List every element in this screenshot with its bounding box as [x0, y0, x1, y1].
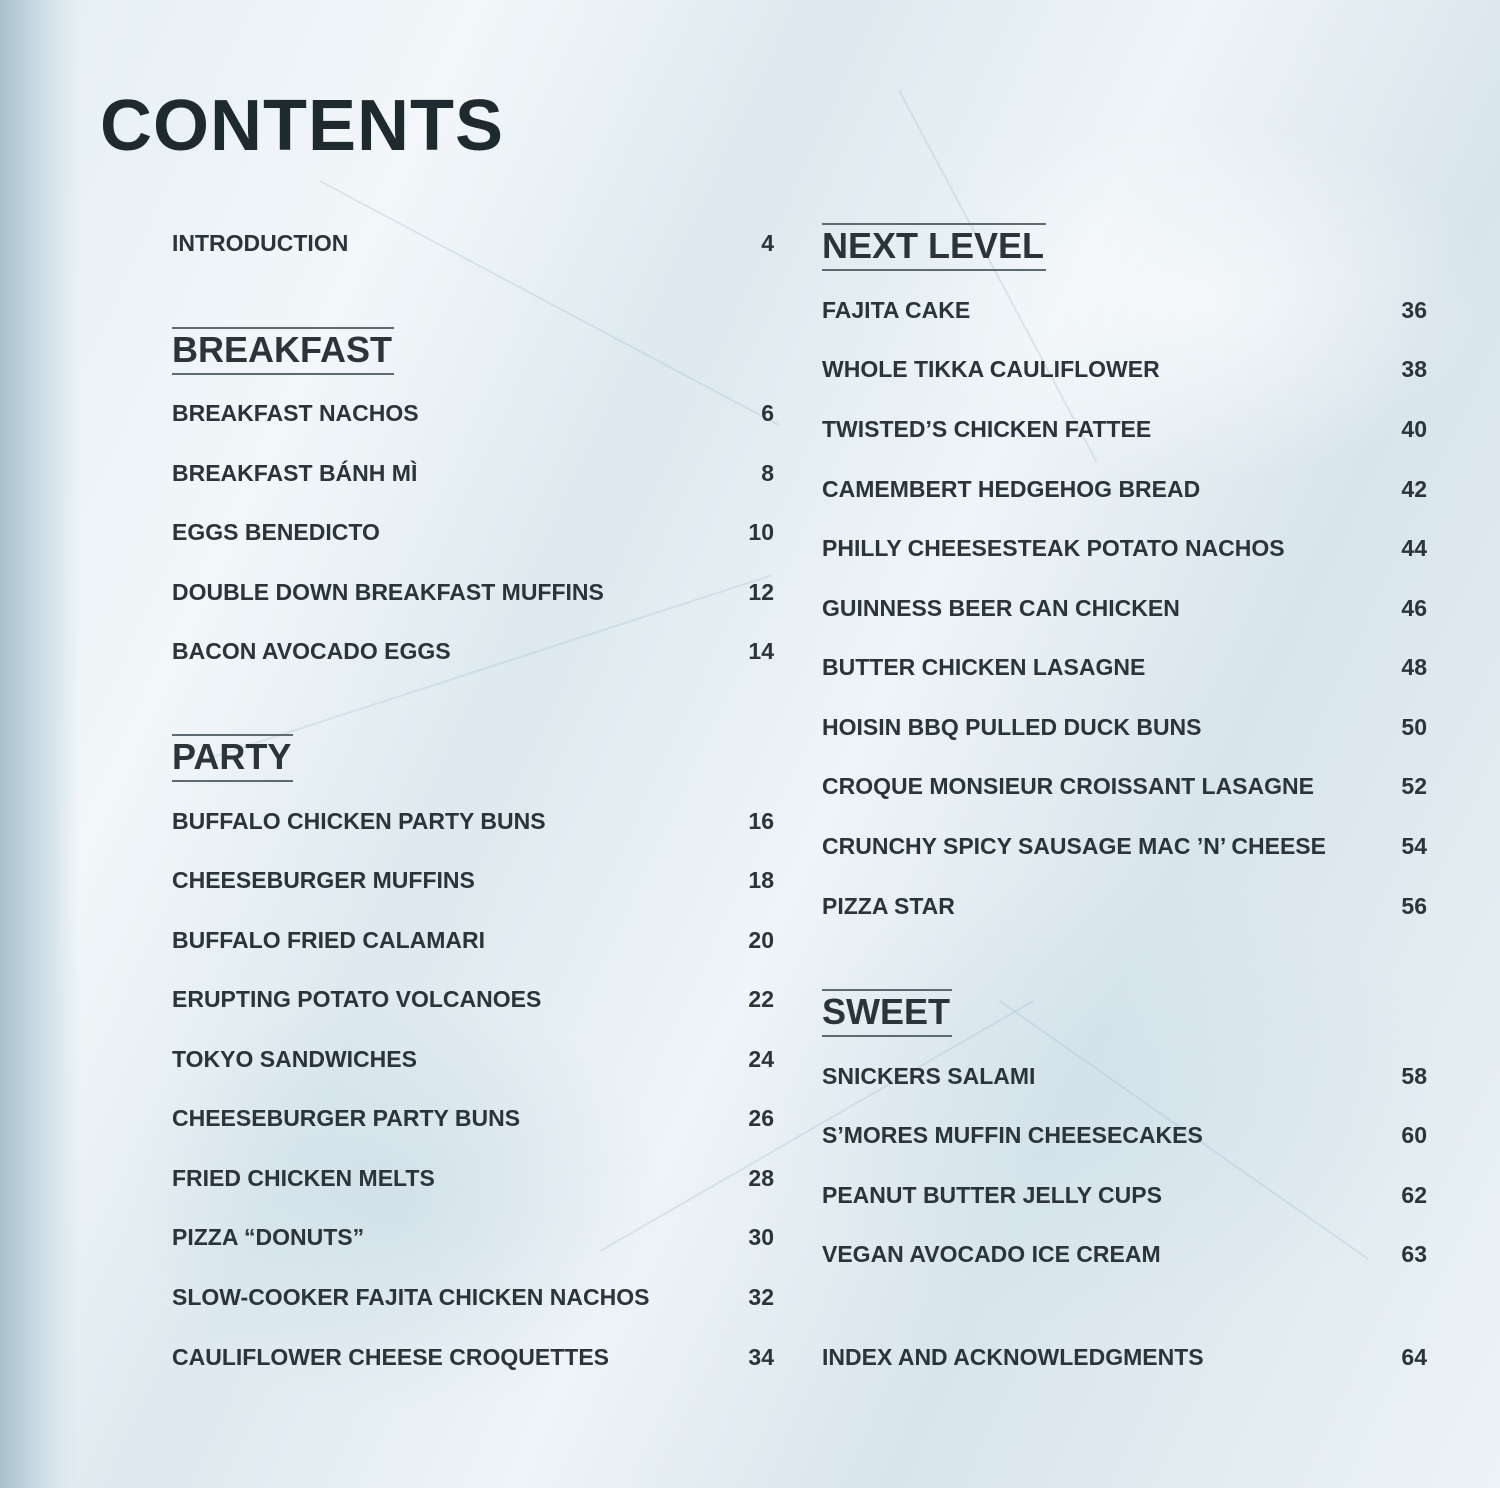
toc-page-number: 63: [1401, 1241, 1427, 1267]
toc-page-number: 52: [1401, 773, 1427, 799]
toc-entry[interactable]: [822, 766, 1427, 806]
section-heading-party: PARTY: [172, 734, 293, 782]
toc-entry[interactable]: [822, 1115, 1427, 1155]
toc-page-number: 4: [761, 230, 774, 256]
toc-page-number: 46: [1401, 595, 1427, 621]
toc-entry[interactable]: [822, 886, 1427, 926]
toc-page-number: 48: [1401, 654, 1427, 680]
toc-entry[interactable]: [822, 1056, 1427, 1096]
toc-entry-label: WHOLE TIKKA CAULIFLOWER: [822, 356, 1160, 382]
toc-entry[interactable]: [172, 1098, 774, 1138]
toc-entry-label: PEANUT BUTTER JELLY CUPS: [822, 1182, 1162, 1208]
toc-entry-introduction[interactable]: [172, 223, 774, 263]
toc-entry[interactable]: [822, 349, 1427, 389]
toc-page-number: 36: [1401, 297, 1427, 323]
toc-entry[interactable]: [822, 469, 1427, 509]
toc-page-number: 14: [748, 638, 774, 664]
section-heading-breakfast: BREAKFAST: [172, 327, 394, 375]
toc-entry[interactable]: [172, 1039, 774, 1079]
toc-entry-label: SNICKERS SALAMI: [822, 1063, 1036, 1089]
toc-entry-label: BUFFALO CHICKEN PARTY BUNS: [172, 808, 546, 834]
toc-entry[interactable]: [172, 572, 774, 612]
toc-entry[interactable]: [172, 453, 774, 493]
paper-edge-shadow: [0, 0, 80, 1488]
toc-page-number: 6: [761, 400, 774, 426]
toc-page-number: 40: [1401, 416, 1427, 442]
page-title: CONTENTS: [100, 86, 504, 166]
toc-page-number: 62: [1401, 1182, 1427, 1208]
toc-entry-label: SLOW-COOKER FAJITA CHICKEN NACHOS: [172, 1284, 650, 1310]
toc-entry-label: DOUBLE DOWN BREAKFAST MUFFINS: [172, 579, 604, 605]
toc-page-number: 34: [748, 1344, 774, 1370]
toc-page-number: 20: [748, 927, 774, 953]
toc-page-number: 54: [1401, 833, 1427, 859]
toc-page-number: 56: [1401, 893, 1427, 919]
toc-entry[interactable]: [172, 1277, 774, 1317]
toc-entry-label: CAMEMBERT HEDGEHOG BREAD: [822, 476, 1201, 502]
toc-page-number: 24: [748, 1046, 774, 1072]
toc-entry-label: CAULIFLOWER CHEESE CROQUETTES: [172, 1344, 610, 1370]
toc-entry[interactable]: [822, 1175, 1427, 1215]
toc-entry-label: PHILLY CHEESESTEAK POTATO NACHOS: [822, 535, 1285, 561]
toc-entry[interactable]: [172, 860, 774, 900]
section-heading-sweet: SWEET: [822, 989, 952, 1037]
toc-entry[interactable]: [172, 801, 774, 841]
toc-page-number: 50: [1401, 714, 1427, 740]
toc-page-number: 28: [748, 1165, 774, 1191]
toc-page-number: 30: [748, 1224, 774, 1250]
toc-entry[interactable]: [172, 1337, 774, 1377]
toc-entry[interactable]: [822, 409, 1427, 449]
toc-entry-label: EGGS BENEDICTO: [172, 519, 380, 545]
toc-entry-label: CHEESEBURGER MUFFINS: [172, 867, 475, 893]
toc-entry[interactable]: [822, 290, 1427, 330]
toc-entry-label: BACON AVOCADO EGGS: [172, 638, 451, 664]
toc-entry-label: HOISIN BBQ PULLED DUCK BUNS: [822, 714, 1202, 740]
toc-entry-label: FRIED CHICKEN MELTS: [172, 1165, 435, 1191]
toc-page-number: 64: [1401, 1344, 1427, 1370]
toc-entry-label: ERUPTING POTATO VOLCANOES: [172, 986, 542, 1012]
toc-page-number: 8: [761, 460, 774, 486]
toc-entry[interactable]: [172, 512, 774, 552]
section-heading-next-level: NEXT LEVEL: [822, 223, 1046, 271]
toc-entry-label: INTRODUCTION: [172, 230, 349, 256]
toc-entry[interactable]: [822, 826, 1427, 866]
toc-page-number: 42: [1401, 476, 1427, 502]
paper-crease: [319, 180, 779, 426]
toc-entry-label: BREAKFAST NACHOS: [172, 400, 419, 426]
toc-entry[interactable]: [172, 631, 774, 671]
toc-entry-label: BREAKFAST BÁNH MÌ: [172, 460, 418, 486]
toc-page-number: 10: [748, 519, 774, 545]
toc-entry-label: TOKYO SANDWICHES: [172, 1046, 417, 1072]
toc-entry-label: BUFFALO FRIED CALAMARI: [172, 927, 486, 953]
toc-entry[interactable]: [172, 1217, 774, 1257]
toc-entry[interactable]: [822, 528, 1427, 568]
toc-entry-label: CRUNCHY SPICY SAUSAGE MAC ’N’ CHEESE: [822, 833, 1326, 859]
toc-entry[interactable]: [172, 979, 774, 1019]
toc-entry[interactable]: [172, 393, 774, 433]
toc-entry-index[interactable]: [822, 1337, 1427, 1377]
toc-entry-label: BUTTER CHICKEN LASAGNE: [822, 654, 1146, 680]
toc-entry-label: TWISTED’S CHICKEN FATTEE: [822, 416, 1152, 442]
toc-page-number: 32: [748, 1284, 774, 1310]
toc-page-number: 12: [748, 579, 774, 605]
toc-page-number: 22: [748, 986, 774, 1012]
toc-entry[interactable]: [822, 588, 1427, 628]
toc-page-number: 16: [748, 808, 774, 834]
toc-entry[interactable]: [822, 1234, 1427, 1274]
toc-entry[interactable]: [172, 1158, 774, 1198]
paper-crease: [898, 90, 1097, 462]
toc-entry-label: CROQUE MONSIEUR CROISSANT LASAGNE: [822, 773, 1314, 799]
toc-entry-label: GUINNESS BEER CAN CHICKEN: [822, 595, 1180, 621]
toc-entry-label: FAJITA CAKE: [822, 297, 971, 323]
toc-page-number: 44: [1401, 535, 1427, 561]
toc-entry-label: VEGAN AVOCADO ICE CREAM: [822, 1241, 1161, 1267]
toc-page-number: 18: [748, 867, 774, 893]
toc-page-number: 58: [1401, 1063, 1427, 1089]
toc-entry-label: S’MORES MUFFIN CHEESECAKES: [822, 1122, 1203, 1148]
toc-entry[interactable]: [172, 920, 774, 960]
toc-entry-label: CHEESEBURGER PARTY BUNS: [172, 1105, 521, 1131]
toc-page-number: 60: [1401, 1122, 1427, 1148]
toc-entry-label: INDEX AND ACKNOWLEDGMENTS: [822, 1344, 1204, 1370]
toc-entry[interactable]: [822, 647, 1427, 687]
toc-entry[interactable]: [822, 707, 1427, 747]
toc-entry-label: PIZZA “DONUTS”: [172, 1224, 365, 1250]
toc-page-number: 26: [748, 1105, 774, 1131]
toc-page-number: 38: [1401, 356, 1427, 382]
toc-entry-label: PIZZA STAR: [822, 893, 955, 919]
